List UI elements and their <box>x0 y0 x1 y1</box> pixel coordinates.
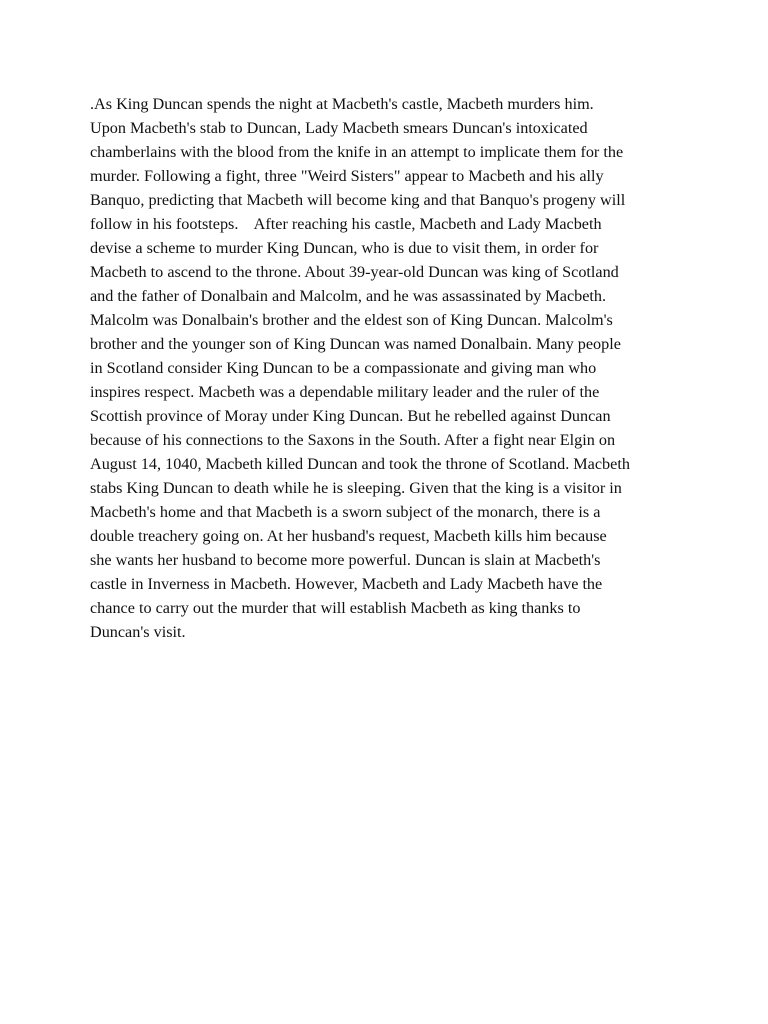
text-line: chamberlains with the blood from the knife in an attempt to implicate them for the <box>90 143 624 161</box>
text-line: and the father of Donalbain and Malcolm, and he was assassinated by Macbeth. <box>90 287 607 305</box>
text-line: she wants her husband to become more powerful. Duncan is slain at Macbeth's <box>90 551 601 569</box>
text-line: .As King Duncan spends the night at Macbeth's castle, Macbeth murders him. <box>90 95 594 113</box>
text-line: chance to carry out the murder that will establish Macbeth as king thanks to <box>90 599 581 617</box>
text-line: brother and the younger son of King Duncan was named Donalbain. Many people <box>90 335 621 353</box>
text-line: because of his connections to the Saxons in the South. After a fight near Elgin on <box>90 431 616 449</box>
text-line: Duncan's visit. <box>90 623 186 641</box>
text-line: follow in his footsteps. After reaching his castle, Macbeth and Lady Macbeth <box>90 215 602 233</box>
text-line: Banquo, predicting that Macbeth will become king and that Banquo's progeny will <box>90 191 626 209</box>
text-line: double treachery going on. At her husband's request, Macbeth kills him because <box>90 527 607 545</box>
text-line: Scottish province of Moray under King Duncan. But he rebelled against Duncan <box>90 407 611 425</box>
text-line: in Scotland consider King Duncan to be a compassionate and giving man who <box>90 359 597 377</box>
text-line: Upon Macbeth's stab to Duncan, Lady Macbeth smears Duncan's intoxicated <box>90 119 588 137</box>
text-line: devise a scheme to murder King Duncan, who is due to visit them, in order for <box>90 239 599 257</box>
text-line: inspires respect. Macbeth was a dependable military leader and the ruler of the <box>90 383 600 401</box>
text-line: Macbeth's home and that Macbeth is a sworn subject of the monarch, there is a <box>90 503 601 521</box>
body-paragraph <box>90 92 690 644</box>
text-line: murder. Following a fight, three "Weird Sisters" appear to Macbeth and his ally <box>90 167 604 185</box>
text-line: stabs King Duncan to death while he is sleeping. Given that the king is a visitor in <box>90 479 622 497</box>
text-line: Macbeth to ascend to the throne. About 39-year-old Duncan was king of Scotland <box>90 263 619 281</box>
text-line: Malcolm was Donalbain's brother and the eldest son of King Duncan. Malcolm's <box>90 311 613 329</box>
text-line: castle in Inverness in Macbeth. However, Macbeth and Lady Macbeth have the <box>90 575 603 593</box>
text-line: August 14, 1040, Macbeth killed Duncan and took the throne of Scotland. Macbeth <box>90 455 630 473</box>
